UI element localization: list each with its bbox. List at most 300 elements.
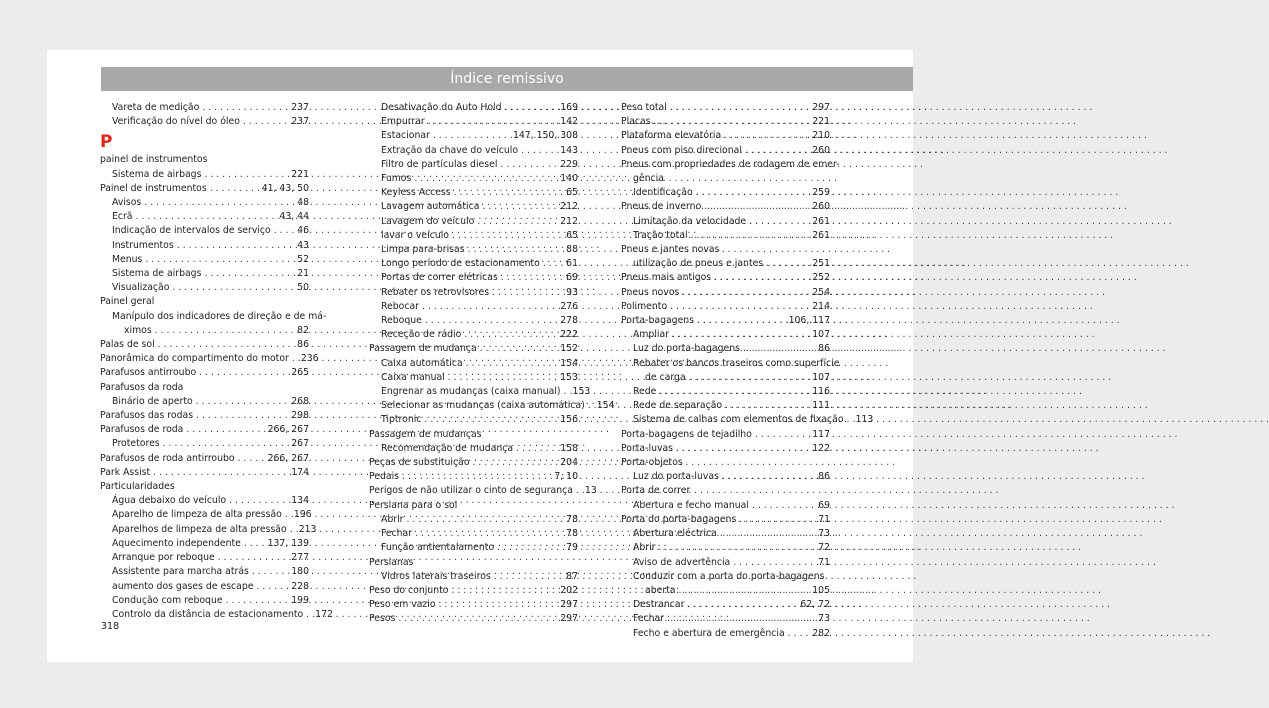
index-entry-page-ref: 153 — [572, 386, 591, 398]
index-heading: Passagem de mudanças — [369, 428, 482, 440]
dot-leader — [285, 508, 291, 522]
index-entry-page-ref: 21 — [297, 268, 309, 280]
index-entry-term: Porta-bagagens — [621, 315, 695, 327]
index-entry-page-ref: 259 — [812, 187, 830, 199]
dot-leader — [691, 229, 810, 243]
dot-leader — [480, 342, 558, 356]
index-entry — [369, 413, 578, 427]
index-entry — [100, 523, 317, 537]
index-entry-term: Arranque por reboque — [112, 552, 215, 564]
index-entry-page-ref: 282 — [812, 627, 830, 639]
index-entry-page-ref: 111 — [812, 400, 830, 412]
index-entry-page-ref: 180 — [291, 566, 309, 578]
dot-leader — [497, 541, 563, 555]
dot-leader — [766, 257, 809, 271]
index-column-2 — [369, 101, 615, 627]
dot-leader — [670, 101, 810, 115]
index-entry-page-ref: 277 — [291, 552, 309, 564]
index-entry — [621, 371, 830, 385]
index-entry-page-ref: 86 — [297, 339, 309, 351]
dot-leader — [659, 541, 816, 555]
index-entry-term: Protetores — [112, 438, 160, 450]
index-letter-heading: P — [100, 132, 113, 153]
dot-leader — [402, 470, 551, 484]
index-entry — [100, 253, 309, 267]
dot-leader — [745, 144, 809, 158]
dot-leader — [274, 224, 294, 238]
index-entry-term: Ecrã — [112, 211, 133, 223]
index-entry — [100, 437, 309, 451]
dot-leader — [739, 513, 815, 527]
index-entry-term: Controlo da distância de estacionamento — [112, 608, 304, 620]
index-entry-term: Receção de rádio — [381, 329, 462, 341]
index-entry-page-ref: 46 — [297, 225, 309, 237]
index-entry-term: Vareta de medição — [112, 102, 200, 113]
index-entry-page-ref: 261 — [812, 215, 830, 227]
index-entry-term: Parafusos antirroubo — [100, 367, 197, 379]
index-entry-page-ref: 88 — [566, 244, 578, 256]
index-entry-page-ref: 52 — [297, 253, 309, 265]
dot-leader — [755, 428, 809, 442]
index-entry-page-ref: 169 — [560, 102, 578, 113]
index-entry-page-ref: 65 — [566, 187, 578, 199]
index-entry-page-ref: 71 — [818, 513, 830, 525]
index-entry-page-ref: 260 — [812, 144, 830, 156]
index-entry-term: Limpa para-brisas — [381, 244, 465, 256]
index-entry-page-ref: 107 — [812, 371, 830, 383]
index-entry — [369, 584, 578, 598]
dot-leader — [415, 527, 563, 541]
dot-leader — [439, 598, 558, 612]
index-entry-term: Panorâmica do compartimento do motor — [100, 353, 289, 365]
dot-leader — [422, 300, 557, 314]
index-entry — [621, 612, 830, 626]
index-entry — [100, 366, 309, 380]
index-entry-term: Porta-luvas — [621, 442, 673, 454]
dot-leader — [425, 314, 557, 328]
index-entry-page-ref: 106, 117 — [788, 315, 830, 327]
index-entry-term: Aparelhos de limpeza de alta pressão — [112, 523, 287, 535]
index-entry — [621, 286, 830, 300]
dot-leader — [452, 229, 563, 243]
index-entry-term: Fecho e abertura de emergência — [633, 627, 785, 639]
dot-leader — [226, 594, 289, 608]
dot-leader — [153, 466, 288, 480]
index-entry-term: Park Assist — [100, 466, 151, 478]
index-entry-term: Selecionar as mudanças (caixa automática) — [381, 400, 585, 412]
index-entry-term: Recomendação de mudança — [381, 442, 514, 454]
index-entry-page-ref: 78 — [566, 528, 578, 540]
index-entry — [369, 129, 578, 143]
index-heading: Painel geral — [100, 296, 155, 308]
index-entry-page-ref: 196 — [293, 509, 312, 521]
index-heading: Pneus com propriedades de rodagem de emer- — [621, 158, 840, 170]
dot-leader — [687, 598, 797, 612]
index-entry-page-ref: 86 — [818, 343, 830, 355]
index-entry-page-ref: 221 — [291, 168, 309, 180]
index-entry — [100, 239, 309, 253]
index-entry-page-ref: 214 — [812, 300, 830, 312]
index-entry-term: Porta-bagagens de tejadilho — [621, 428, 752, 440]
index-entry-term: Filtro de partículas diesel — [381, 158, 498, 170]
index-entry — [621, 200, 830, 214]
index-entry-page-ref: 72 — [818, 542, 830, 554]
index-entry — [369, 612, 578, 626]
index-entry — [100, 352, 319, 366]
index-entry-term: Passagem de mudança — [369, 343, 477, 355]
index-entry-page-ref: 142 — [560, 116, 578, 128]
index-entry — [369, 328, 578, 342]
index-entry-page-ref: 61 — [566, 258, 578, 270]
index-entry — [100, 608, 333, 622]
index-entry — [369, 371, 578, 385]
index-entry-page-ref: 276 — [560, 300, 578, 312]
index-entry — [621, 513, 830, 527]
index-entry-term: Sistema de calhas com elementos de fixação — [633, 414, 844, 426]
dot-leader — [492, 286, 563, 300]
index-entry-page-ref: 41, 43, 50 — [261, 182, 309, 194]
index-entry-page-ref: 105 — [812, 584, 830, 596]
index-entry-page-ref: 82 — [297, 324, 309, 336]
index-entry — [369, 342, 578, 356]
index-entry-term: utilização de pneus e jantes — [633, 258, 764, 270]
index-entry-page-ref: 152 — [560, 343, 578, 355]
index-entry-page-ref: 65 — [566, 229, 578, 241]
dot-leader — [682, 286, 809, 300]
index-entry-term: Água debaixo do veículo — [112, 495, 227, 507]
index-entry — [621, 314, 830, 328]
index-entry — [369, 541, 578, 555]
dot-leader — [724, 129, 809, 143]
dot-leader — [678, 584, 809, 598]
index-entry-term: Plataforma elevatória — [621, 130, 722, 142]
index-entry-term: Sistema de airbags — [112, 168, 202, 180]
index-entry — [369, 200, 578, 214]
index-entry-term: Empurrar — [381, 116, 425, 128]
dot-leader — [306, 608, 312, 622]
index-entry-page-ref: 298 — [291, 410, 309, 422]
index-entry-page-ref: 213 — [298, 523, 317, 535]
index-entry-page-ref: 266, 267 — [267, 424, 309, 436]
dot-leader — [244, 537, 265, 551]
index-entry-page-ref: 154 — [560, 357, 578, 369]
index-heading: Conduzir com a porta do porta-bagagens — [633, 570, 825, 582]
index-entry — [621, 342, 830, 356]
index-entry — [100, 281, 309, 295]
index-entry-page-ref: 143 — [560, 144, 578, 156]
index-entry — [621, 385, 830, 399]
index-entry — [369, 186, 578, 200]
index-entry-page-ref: 297 — [812, 102, 830, 113]
index-entry-page-ref: 50 — [297, 282, 309, 294]
index-entry-term: Engrenar as mudanças (caixa manual) — [381, 386, 561, 398]
index-entry-term: Rede de separação — [633, 400, 723, 412]
index-entry — [100, 338, 309, 352]
index-entry — [100, 324, 309, 338]
index-entry-page-ref: 154 — [596, 400, 615, 412]
index-entry-page-ref: 221 — [812, 116, 830, 128]
index-entry-term: Sistema de airbags — [112, 268, 202, 280]
dot-leader — [172, 281, 294, 295]
index-entry-page-ref: 87 — [566, 570, 578, 582]
index-entry-page-ref: 266, 267 — [267, 452, 309, 464]
index-heading: painel de instrumentos — [100, 154, 208, 166]
dot-leader — [720, 527, 815, 541]
index-entry-term: Porta do porta-bagagens — [621, 513, 737, 525]
index-entry-term: aumento dos gases de escape — [112, 580, 254, 592]
dot-leader — [290, 523, 296, 537]
index-entry-page-ref: 236 — [300, 353, 319, 365]
dot-leader — [672, 328, 809, 342]
index-entry-page-ref: 117 — [812, 428, 830, 440]
dot-leader — [454, 186, 564, 200]
dot-leader — [667, 612, 815, 626]
index-entry-page-ref: 140 — [560, 173, 578, 185]
index-entry-page-ref: 73 — [818, 528, 830, 540]
dot-leader — [292, 352, 298, 366]
index-entry-term: Visualização — [112, 282, 170, 294]
index-entry-term: Função antientalamento — [381, 542, 495, 554]
index-entry-term: Rebocar — [381, 300, 419, 312]
index-entry — [369, 158, 578, 172]
index-entry-term: Peças de substituição — [369, 457, 470, 469]
dot-leader — [659, 385, 809, 399]
index-entry-term: Ampliar — [633, 329, 670, 341]
index-entry — [621, 229, 830, 243]
index-entry — [100, 594, 309, 608]
index-heading: Particularidades — [100, 481, 175, 493]
dot-leader — [494, 570, 563, 584]
index-entry-term: Pneus mais antigos — [621, 272, 712, 284]
index-entry-term: Extração da chave do veículo — [381, 144, 519, 156]
index-entry — [621, 300, 830, 314]
index-entry-term: Pedais — [369, 471, 400, 483]
index-entry-page-ref: 69 — [818, 499, 830, 511]
dot-leader — [210, 182, 259, 196]
index-entry-term: Painel de instrumentos — [100, 182, 207, 194]
index-entry — [369, 257, 578, 271]
index-entry-term: Polimento — [621, 300, 668, 312]
index-entry-term: Verificação do nível do óleo — [112, 116, 240, 128]
index-entry — [100, 537, 309, 551]
index-heading: Persiana para o sol — [369, 499, 458, 511]
index-entry-term: Fechar — [633, 613, 665, 625]
dot-leader — [697, 314, 786, 328]
index-entry-term: aberta — [645, 584, 676, 596]
dot-leader — [733, 556, 815, 570]
page-number: 318 — [101, 621, 120, 632]
dot-leader — [407, 513, 564, 527]
section-header: Índice remissivo — [101, 67, 913, 91]
index-entry — [369, 456, 578, 470]
index-entry-term: Longo período de estacionamento — [381, 258, 540, 270]
index-entry-page-ref: 237 — [291, 116, 309, 128]
index-entry-term: Placas — [621, 116, 651, 128]
index-entry — [621, 115, 830, 129]
index-entry — [100, 101, 309, 115]
index-entry — [621, 598, 830, 612]
dot-leader — [238, 452, 265, 466]
index-entry — [369, 286, 578, 300]
index-entry-term: Fumos — [381, 173, 412, 185]
dot-leader — [689, 371, 810, 385]
index-entry-term: Reboque — [381, 315, 422, 327]
dot-leader — [788, 627, 810, 641]
index-entry — [621, 271, 830, 285]
dot-leader — [501, 271, 563, 285]
dot-leader — [252, 565, 288, 579]
index-entry-term: Instrumentos — [112, 239, 174, 251]
index-entry-term: Pneus com piso direcional — [621, 144, 742, 156]
index-entry — [100, 580, 309, 594]
dot-leader — [564, 385, 570, 399]
index-entry-term: Tração total — [633, 229, 688, 241]
index-entry — [100, 168, 309, 182]
index-entry — [100, 551, 309, 565]
index-entry-term: Avisos — [112, 197, 142, 209]
index-entry-term: ximos — [124, 324, 152, 336]
index-entry — [100, 565, 309, 579]
index-entry-term: Abertura eléctrica — [633, 528, 717, 540]
dot-leader — [448, 371, 558, 385]
index-entry-page-ref: 134 — [291, 495, 309, 507]
index-entry — [621, 101, 830, 115]
dot-leader — [196, 409, 288, 423]
index-entry-term: Keyless Access — [381, 187, 451, 199]
index-entry-page-ref: 268 — [291, 395, 309, 407]
dot-leader — [725, 399, 809, 413]
index-entry-page-ref: 93 — [566, 286, 578, 298]
dot-leader — [433, 129, 510, 143]
dot-leader — [256, 580, 288, 594]
index-entry-page-ref: 212 — [560, 201, 578, 213]
index-entry-term: Destrancar — [633, 599, 685, 611]
index-entry — [100, 210, 309, 224]
dot-leader — [704, 200, 809, 214]
index-entry-term: Abrir — [633, 542, 656, 554]
dot-leader — [847, 413, 853, 427]
dot-leader — [670, 300, 809, 314]
index-entry-term: Peso em vazio — [369, 599, 436, 611]
index-entry — [621, 215, 830, 229]
index-entry — [100, 423, 309, 437]
dot-leader — [177, 239, 294, 253]
index-entry-page-ref: 267 — [291, 438, 309, 450]
index-entry — [100, 395, 309, 409]
dot-leader — [466, 357, 558, 371]
index-entry — [621, 541, 830, 555]
index-heading: Pneus e jantes novas — [621, 244, 720, 256]
index-entry — [369, 399, 615, 413]
index-entry — [621, 499, 830, 513]
index-entry-term: Pesos — [369, 613, 396, 625]
index-entry-term: Parafusos de roda antirroubo — [100, 452, 235, 464]
index-entry-page-ref: 13 — [584, 485, 597, 497]
index-entry-page-ref: 237 — [291, 102, 309, 113]
dot-leader — [136, 210, 277, 224]
index-entry-page-ref: 107 — [812, 329, 830, 341]
index-entry-page-ref: 204 — [560, 457, 578, 469]
index-entry-term: de carga — [645, 371, 686, 383]
index-entry — [369, 115, 578, 129]
index-entry-page-ref: 122 — [812, 442, 830, 454]
dot-leader — [588, 399, 594, 413]
index-entry — [100, 115, 309, 129]
index-entry-term: Caixa manual — [381, 371, 445, 383]
dot-leader — [543, 257, 563, 271]
index-entry-term: Desativação do Auto Hold — [381, 102, 502, 113]
dot-leader — [743, 342, 815, 356]
index-entry — [369, 513, 578, 527]
dot-leader — [722, 470, 815, 484]
index-entry-term: Abrir — [381, 513, 404, 525]
index-entry — [369, 144, 578, 158]
dot-leader — [163, 437, 289, 451]
index-entry-page-ref: 158 — [560, 442, 578, 454]
index-entry-page-ref: 86 — [818, 471, 830, 483]
index-entry — [621, 428, 830, 442]
dot-leader — [696, 186, 810, 200]
index-entry-term: Aquecimento independente — [112, 537, 241, 549]
index-entry-term: Condução com reboque — [112, 594, 223, 606]
index-entry — [100, 224, 309, 238]
index-entry — [100, 409, 309, 423]
index-entry — [100, 494, 309, 508]
dot-leader — [243, 115, 288, 129]
index-entry-term: Pneus novos — [621, 286, 680, 298]
dot-leader — [186, 423, 264, 437]
dot-leader — [155, 324, 294, 338]
dot-leader — [714, 271, 809, 285]
index-entry — [621, 257, 830, 271]
dot-leader — [428, 115, 558, 129]
index-entry — [369, 470, 578, 484]
dot-leader — [144, 196, 294, 210]
index-entry — [369, 357, 578, 371]
index-heading: gência — [633, 173, 664, 185]
index-column-3 — [621, 101, 874, 641]
index-entry — [621, 470, 830, 484]
index-entry — [369, 243, 578, 257]
dot-leader — [204, 267, 294, 281]
index-entry-page-ref: 43 — [297, 239, 309, 251]
dot-leader — [752, 499, 815, 513]
index-entry-term: Portas de correr elétricas — [381, 272, 498, 284]
index-entry-term: Peso total — [621, 102, 667, 113]
index-entry — [369, 101, 578, 115]
index-entry-page-ref: 229 — [560, 158, 578, 170]
index-entry — [621, 584, 830, 598]
index-entry — [369, 527, 578, 541]
index-entry-page-ref: 48 — [297, 197, 309, 209]
index-entry — [100, 508, 312, 522]
index-entry — [100, 267, 309, 281]
index-entry-term: Abertura e fecho manual — [633, 499, 749, 511]
index-entry-term: Parafusos das rodas — [100, 410, 194, 422]
index-entry-page-ref: 222 — [560, 329, 578, 341]
index-entry — [621, 627, 830, 641]
index-entry-page-ref: 7, 10 — [554, 471, 578, 483]
index-entry-page-ref: 261 — [812, 229, 830, 241]
index-entry-term: Vidros laterais traseiros — [381, 570, 491, 582]
dot-leader — [482, 200, 557, 214]
dot-leader — [464, 328, 557, 342]
index-entry-page-ref: 210 — [812, 130, 830, 142]
index-heading: Manípulo dos indicadores de direção e de má- — [112, 310, 327, 322]
dot-leader — [576, 484, 582, 498]
dot-leader — [158, 338, 295, 352]
index-entry-term: Lavagem do veículo — [381, 215, 475, 227]
